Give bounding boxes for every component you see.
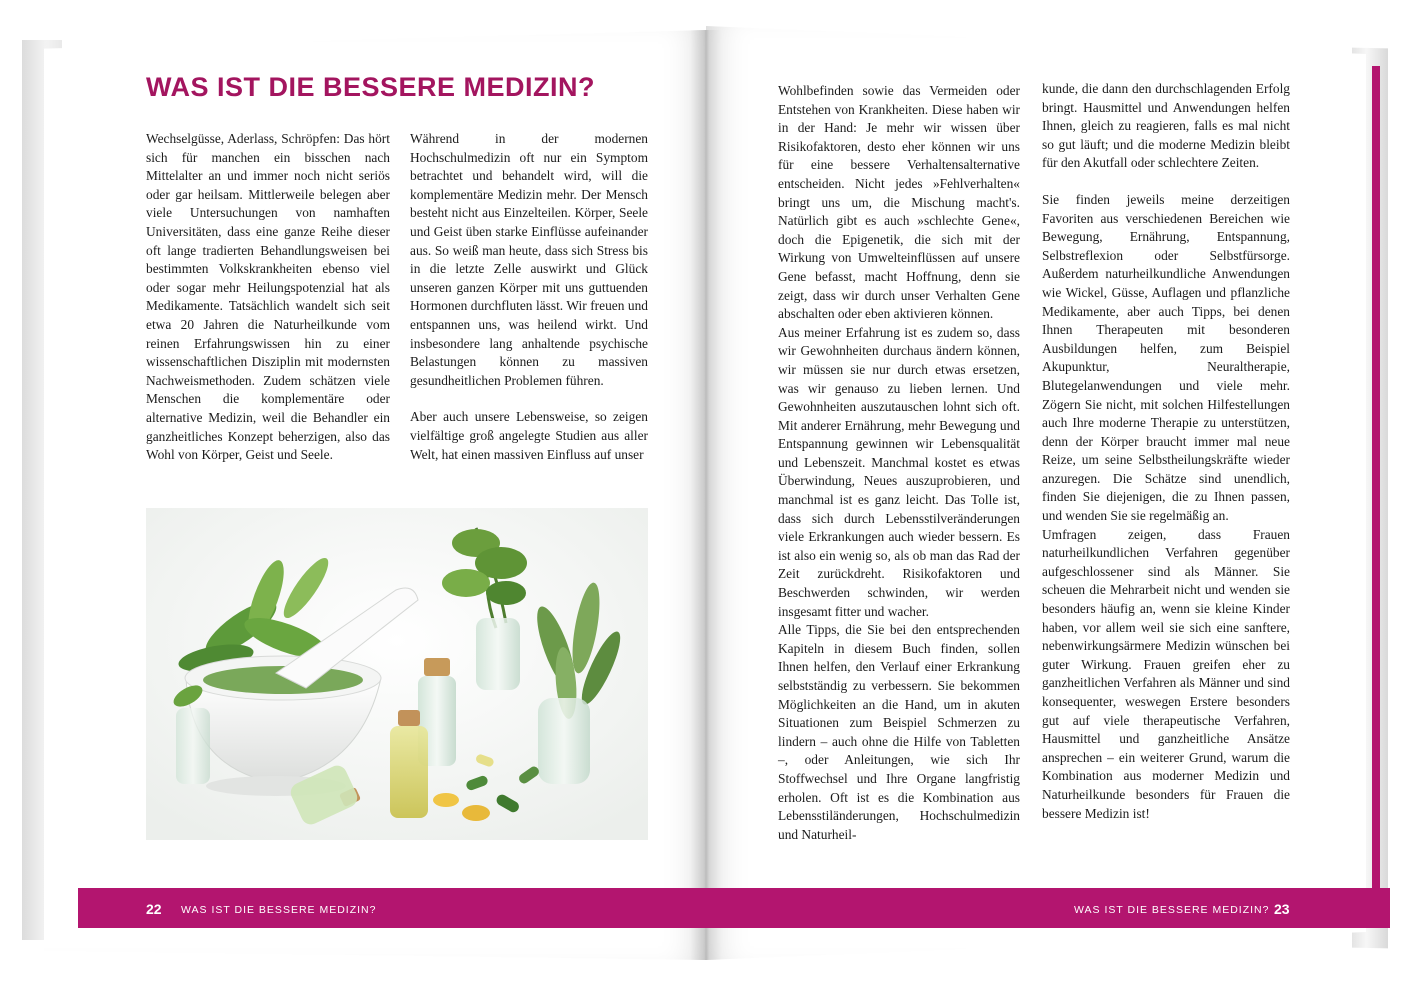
page-number-right: 23 [1274,901,1290,917]
running-footer-right: WAS IST DIE BESSERE MEDIZIN? [1074,904,1270,916]
herbs-mortar-bottles-capsules-icon [146,508,648,840]
paragraph: Während in der modernen Hochschulmedizin oft nur ein Symptom betrachtet und behandelt wird, will die komplementäre Medizin mehr. Der Mensch besteht nicht aus Einzelteilen. Körper, Seele und Geist üben starke Einflüsse aufeinander aus. So weiß man heute, dass sich Stress bis in die letzte Zelle auswirkt und Glück unseren ganzen Körper mit uns guttuenden Hormonen durchfluten lässt. Wir freuen und entspannen uns, was heilend wirkt. Und insbesondere lang anhaltende psychische Belastungen können zu massiven gesundheitlichen Problemen führen. [410,131,648,388]
paragraph: Aus meiner Erfahrung ist es zudem so, dass wir Gewohnheiten durchaus ändern können, wir müssen sie nur durch etwas ersetzen, was wir genauso zu lieben lernen. Und Gewohnheiten auszutauschen lohnt sich oft. Mit anderer Ernährung, mehr Bewegung und Entspannung gewinnen wir Lebensqualität und Lebenszeit. Manchmal kostet es etwas Überwindung, Neues auszuprobieren, und manchmal ist es ganz leicht. Das Tolle ist, dass sich durch Lebensstilveränderungen viele Erkrankungen auch wieder bessern. Es ist also ein wenig so, als ob man das Rad der Zeit zurückdreht. Risikofaktoren und Beschwerden schwinden, wir werden insgesamt fitter und wacher. [778,324,1020,619]
chapter-heading: WAS IST DIE BESSERE MEDIZIN? [146,72,596,102]
paragraph: kunde, die dann den durchschlagenden Erfolg bringt. Hausmittel und Anwendungen helfen Ihnen, gleich zu reagieren, falls es mal nicht so gut läuft; und die moderne Medizin bleibt für den Akutfall oder schlechtere Zeiten. [1042,81,1290,171]
paragraph: Wechselgüsse, Aderlass, Schröpfen: Das hört sich für manchen ein bisschen nach Mittelalter an und immer noch nicht seriös oder gar heilsam. Mittlerweile belegen aber viele Untersuchungen von namhaften Universitäten, dass eine ganze Reihe dieser oft lange tradierten Behandlungsweisen bei bestimmten Volkskrankheiten ebenso viel oder sogar mehr Heilungspotenzial hat als Medikamente. Tatsächlich wandelt sich seit etwa 20 Jahren die Naturheilkunde vom reinen Erfahrungswissen hin zu einer wissenschaftlichen Disziplin mit modernsten Nachweismethoden. Zudem schätzen viele Menschen die komplementäre oder alternative Medizin, weil die Behandler ein ganzheitliches Konzept beherzigen, also das Wohl von Körper, Geist und Seele. [146,131,390,463]
paragraph: Sie finden jeweils meine derzeitigen Favoriten aus verschiedenen Bereichen wie Bewegung, Ernährung, Entspannung, Selbstreflexion oder Selbstfürsorge. Außerdem naturheilkundliche Anwendungen wie Wickel, Güsse, Auflagen und pflanzliche Medikamente, aber auch Tipps, bei denen Ihnen Therapeuten mit besonderen Ausbildungen helfen, zum Beispiel Akupunktur, Neuraltherapie, Blutegelanwendungen und viele mehr. Zögern Sie nicht, mit solchen Hilfestellungen auch Ihre moderne Therapie zu unterstützen, denn der Körper braucht immer mal neue Reize, um seine Selbstheilungskräfte wieder anzuregen. Die Schätze sind unendlich, finden Sie diejenigen, die zu Ihnen passen, und wenden Sie sie regelmäßig an. [1042,191,1290,524]
right-column-2 [1042,80,1290,823]
book-cover-edge [1372,66,1380,926]
paragraph: Alle Tipps, die Sie bei den entsprechenden Kapiteln in diesem Buch finden, sollen Ihnen helfen, den Verlauf einer Erkrankung selbstständig zu verbessern. Sie bekommen Möglichkeiten an die Hand, um in akuten Situationen zum Beispiel Schmerzen zu lindern – auch ohne die Hilfe von Tabletten –, oder Anleitungen, wie sich Ihr Stoffwechsel und Ihre Organe langfristig erholen. Oft ist es die Kombination aus Lebensstiländerungen, Hochschulmedizin und Naturheil- [778,622,1020,842]
left-column-2 [410,130,648,464]
left-column-1 [146,130,390,465]
paragraph: Umfragen zeigen, dass Frauen naturheilkundlichen Verfahren gegenüber aufgeschlossener sind als Männer. Sie scheuen die Mehrarbeit nicht und wenden sie besonders häufig an, wenn sie kleine Kinder haben, vor allem weil sie sich eine sanftere, nebenwirkungsärmere Medizin wünschen bei guter Wirkung. Frauen greifen eher zu ganzheitlichen Verfahren als Männer und sind konsequenter, weswegen Erstere besonders gut auf viele therapeutische Verfahren, Hausmittel und ganzheitliche Ansätze ansprechen – ein weiterer Grund, warum die Kombination aus moderner Medizin und Naturheilkunde besonders für Frauen die bessere Medizin ist! [1042,526,1290,821]
right-column-1 [778,82,1020,844]
paragraph: Aber auch unsere Lebensweise, so zeigen vielfältige groß angelegte Studien aus aller Welt, hat einen massiven Einfluss auf unser [410,409,648,462]
page-number-left: 22 [146,901,162,917]
running-footer-left: WAS IST DIE BESSERE MEDIZIN? [181,904,377,916]
book-gutter [690,30,722,960]
paragraph: Wohlbefinden sowie das Vermeiden oder Entstehen von Krankheiten. Diese haben wir in der Hand: Je mehr wir wissen über Risikofaktoren, desto eher können wir uns für eine bessere Verhaltensalternative entscheiden. Nicht jedes »Fehlverhalten« bringt uns um, die Mischung macht's. Natürlich gibt es auch »schlechte Gene«, doch die Epigenetik, die sich mit der Wirkung von Umwelteinflüssen auf unsere Gene befasst, macht Hoffnung, denn sie zeigt, dass wir durch unser Verhalten Gene abschalten oder eben aktivieren können. [778,83,1020,322]
herbs-photo [146,508,648,840]
